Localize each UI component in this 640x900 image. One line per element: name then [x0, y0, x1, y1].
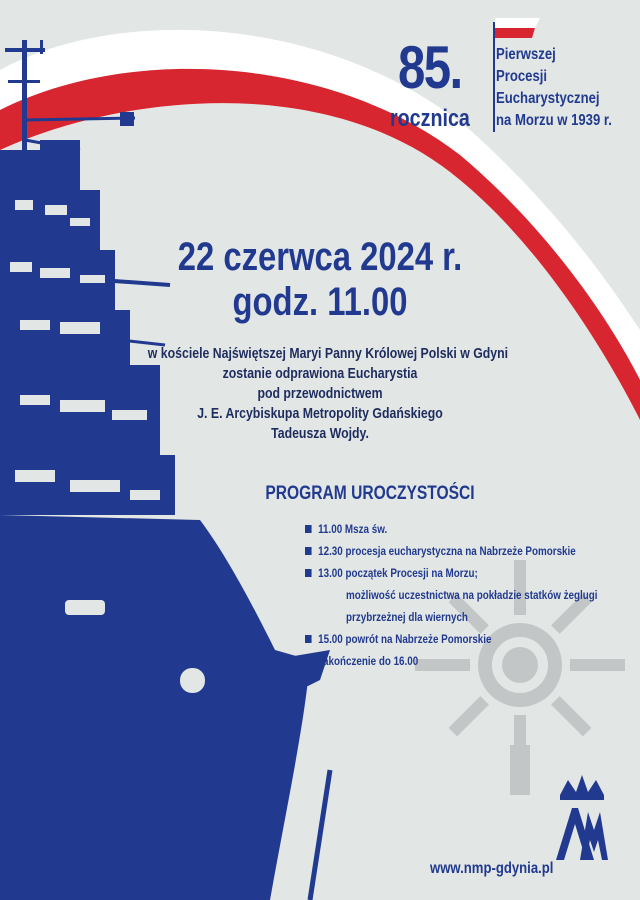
program-item-text: 15.00 powrót na Nabrzeże Pomorskie	[318, 632, 492, 646]
bullet-icon	[305, 547, 312, 555]
event-time: godz. 11.00	[232, 280, 408, 324]
program-item-text: 11.00 Msza św.	[318, 522, 388, 536]
description-line: pod przewodnictwem	[257, 385, 383, 402]
program-item-text: 13.00 początek Procesji na Morzu;	[318, 566, 478, 580]
bullet-icon	[305, 569, 312, 577]
anniversary-number: 85.	[398, 34, 462, 101]
anniversary-line: na Morzu w 1939 r.	[496, 112, 612, 129]
program-item-text: 12.30 procesja eucharystyczna na Nabrzeże Pomorskie	[318, 544, 576, 558]
program-item	[305, 562, 598, 584]
description-line: Tadeusza Wojdy.	[271, 425, 369, 442]
website-link[interactable]: www.nmp-gdynia.pl	[430, 860, 554, 877]
anniversary-line: Procesji	[496, 68, 548, 85]
anniversary-line: Eucharystycznej	[496, 90, 600, 107]
program-item	[305, 518, 598, 540]
program-item	[305, 540, 598, 562]
description-line: w kościele Najświętszej Maryi Panny Królowej Polski w Gdyni	[147, 345, 509, 362]
battleship-illustration	[0, 40, 330, 900]
event-date: 22 czerwca 2024 r.	[177, 235, 463, 279]
program-item-continuation: przybrzeżnej dla wiernych	[346, 610, 468, 624]
anniversary-text	[496, 44, 612, 132]
program-item	[305, 628, 598, 650]
anniversary-line: Pierwszej	[496, 46, 556, 63]
program-title: PROGRAM UROCZYSTOŚCI	[265, 483, 475, 504]
anniversary-word: rocznica	[390, 105, 470, 132]
event-description	[147, 344, 509, 444]
program-item-continuation: możliwość uczestnictwa na pokładzie statków żeglugi	[346, 588, 598, 602]
bullet-icon	[305, 525, 312, 533]
description-line: zostanie odprawiona Eucharystia	[222, 365, 418, 382]
description-line: J. E. Arcybiskupa Metropolity Gdańskiego	[197, 405, 443, 422]
marian-monogram-logo	[556, 775, 608, 860]
program-list	[305, 518, 598, 672]
bullet-icon	[305, 635, 312, 643]
program-item-continuation: zakończenie do 16.00	[318, 654, 419, 668]
